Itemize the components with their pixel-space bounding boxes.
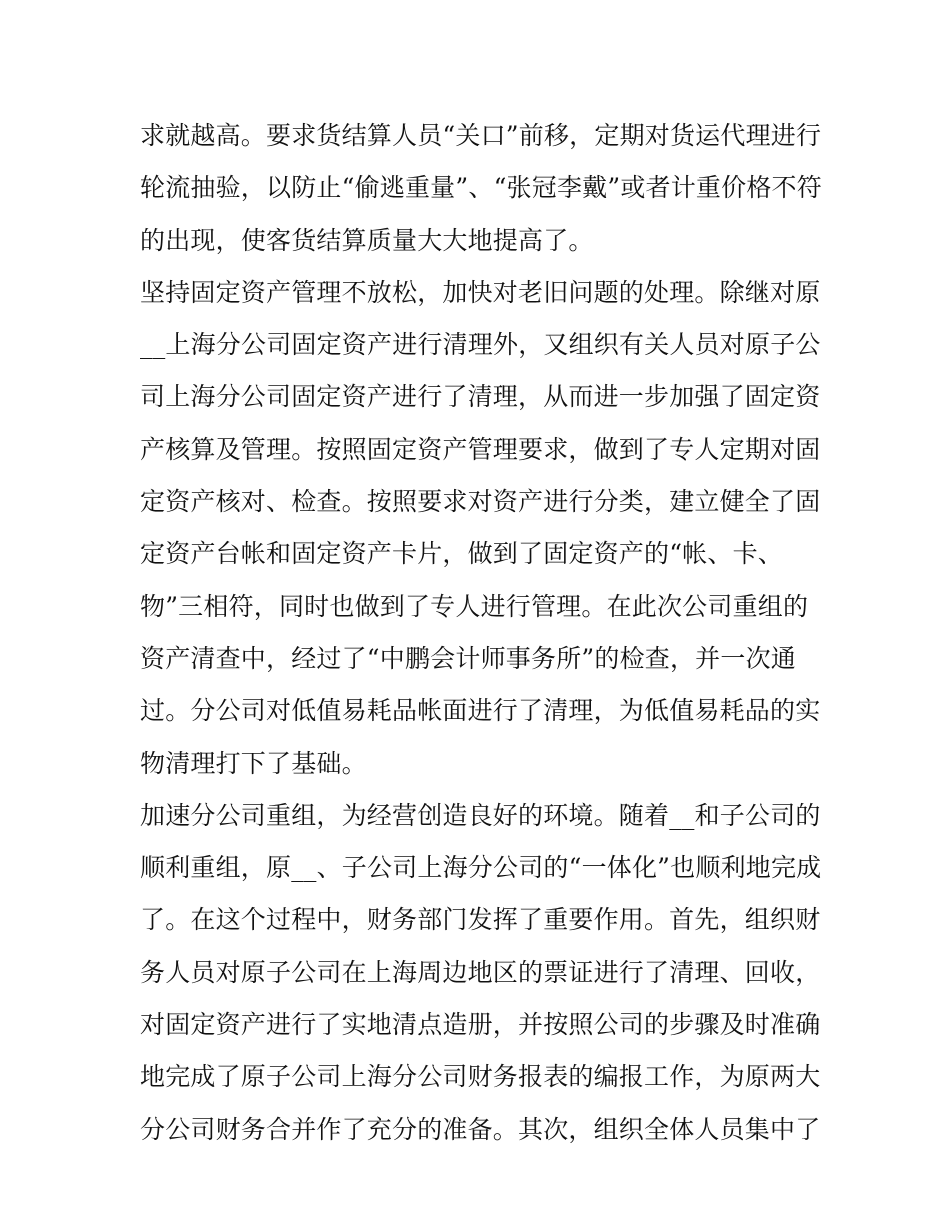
text-line: 物”三相符，同时也做到了专人进行管理。在此次公司重组的 <box>140 591 809 621</box>
text-line: 地完成了原子公司上海分公司财务报表的编报工作，为原两大 <box>140 1062 821 1092</box>
text-line: 求就越高。要求货结算人员“关口”前移，定期对货运代理进行 <box>140 121 822 150</box>
text-line: 坚持固定资产管理不放松，加快对老旧问题的处理。除继对原 <box>140 277 821 307</box>
text-line: 物清理打下了基础。 <box>140 748 367 778</box>
text-line: 产核算及管理。按照固定资产管理要求，做到了专人定期对固 <box>140 434 821 464</box>
document-body <box>140 110 820 1156</box>
text-line: 顺利重组，原__、子公司上海分公司的“一体化”也顺利地完成 <box>140 853 822 883</box>
text-line: 司上海分公司固定资产进行了清理，从而进一步加强了固定资 <box>140 382 821 412</box>
text-line: 对固定资产进行了实地清点造册，并按照公司的步骤及时准确 <box>140 1010 821 1040</box>
text-line: 了。在这个过程中，财务部门发挥了重要作用。首先，组织财 <box>140 905 821 935</box>
text-line: 分公司财务合并作了充分的准备。其次，组织全体人员集中了 <box>140 1114 821 1144</box>
text-line: 资产清查中，经过了“中鹏会计师事务所”的检查，并一次通 <box>140 643 796 673</box>
text-line: 务人员对原子公司在上海周边地区的票证进行了清理、回收， <box>140 957 821 987</box>
text-line: 定资产核对、检查。按照要求对资产进行分类，建立健全了固 <box>140 487 821 517</box>
text-line: 定资产台帐和固定资产卡片，做到了固定资产的“帐、卡、 <box>140 539 783 569</box>
text-line: 的出现，使客货结算质量大大地提高了。 <box>140 225 594 255</box>
text-line: __上海分公司固定资产进行清理外，又组织有关人员对原子公 <box>140 330 821 360</box>
text-line: 过。分公司对低值易耗品帐面进行了清理，为低值易耗品的实 <box>140 696 821 726</box>
text-line: 轮流抽验，以防止“偷逃重量”、“张冠李戴”或者计重价格不符 <box>140 173 822 203</box>
text-line: 加速分公司重组，为经营创造良好的环境。随着__和子公司的 <box>140 800 821 830</box>
